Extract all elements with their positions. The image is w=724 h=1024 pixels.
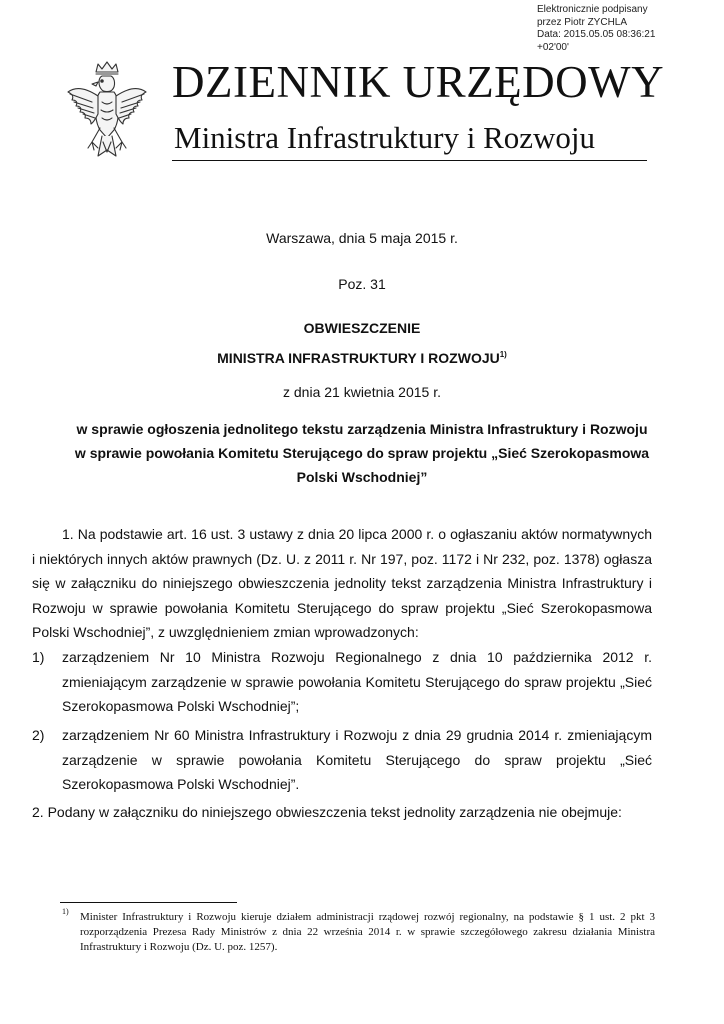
footnote-reference: 1) [499, 350, 507, 359]
list-item: zarządzeniem Nr 10 Ministra Rozwoju Regionalnego z dnia 10 października 2012 r. zmieniającym zarządzenie w sprawie powołania Komitetu Sterującego do spraw projektu „Sieć Szerokopasmowa Polski Wschodniej”; [62, 649, 652, 714]
list-item-number: 1) [32, 649, 45, 665]
footnote-text: Minister Infrastruktury i Rozwoju kieruje działem administracji rządowej rozwój regionalny, na podstawie § 1 ust. 2 pkt 3 rozporządzenia Prezesa Rady Ministrów z dnia 22 września 2014 r. w sprawie szczegółowego zakresu działania Ministra Infrastruktury i Rozwoju (Dz. U. poz. 1257). [80, 911, 655, 953]
act-issuer-text: MINISTRA INFRASTRUKTURY I ROZWOJU [217, 350, 500, 366]
act-subject-line-2: w sprawie powołania Komitetu Sterującego do spraw projektu „Sieć Szerokopasmowa [74, 445, 650, 461]
act-subject-line-1: w sprawie ogłoszenia jednolitego tekstu zarządzenia Ministra Infrastruktury i Rozwoju [76, 421, 648, 437]
header-rule [172, 160, 647, 161]
act-type: OBWIESZCZENIE [303, 320, 421, 336]
journal-title: DZIENNIK URZĘDOWY [172, 57, 665, 107]
paragraph-2: 2. Podany w załączniku do niniejszego obwieszczenia tekst jednolity zarządzenia nie obejmuje: [32, 804, 622, 820]
list-item-number: 2) [32, 727, 45, 743]
journal-subtitle: Ministra Infrastruktury i Rozwoju [174, 120, 596, 155]
footnote-mark: 1) [62, 907, 69, 916]
position-number: Poz. 31 [338, 276, 386, 292]
act-subject-line-3: Polski Wschodniej” [296, 469, 428, 485]
paragraph-1: 1. Na podstawie art. 16 ust. 3 ustawy z dnia 20 lipca 2000 r. o ogłaszaniu aktów normatywnych i niektórych innych aktów prawnych (Dz. U. z 2011 r. Nr 197, poz. 1172 i Nr 232, poz. 1378) ogłasza się w załączniku do niniejszego obwieszczenia jednolity tekst zarządzenia Ministra Infrastruktury i Rozwoju w sprawie powołania Komitetu Sterującego do spraw projektu „Sieć Szerokopasmowa Polski Wschodniej”, z uwzględnieniem zmian wprowadzonych: [32, 526, 652, 640]
footnote-rule [60, 902, 237, 903]
electronic-signature-stamp [537, 4, 655, 54]
signature-line: +02'00' [537, 41, 569, 53]
act-issuer [0, 350, 724, 366]
signature-line: Data: 2015.05.05 08:36:21 [537, 29, 656, 40]
place-date: Warszawa, dnia 5 maja 2015 r. [266, 230, 458, 246]
list-item: zarządzeniem Nr 60 Ministra Infrastruktury i Rozwoju z dnia 29 grudnia 2014 r. zmieniającym zarządzenie w sprawie powołania Komitetu Sterującego do spraw projektu „Sieć Szerokopasmowa Polski Wschodniej”. [62, 727, 652, 792]
signature-line: Elektronicznie podpisany [537, 4, 648, 15]
white-eagle-emblem-icon [58, 58, 156, 170]
act-date: z dnia 21 kwietnia 2015 r. [283, 384, 441, 400]
signature-line: przez Piotr ZYCHLA [537, 16, 628, 28]
